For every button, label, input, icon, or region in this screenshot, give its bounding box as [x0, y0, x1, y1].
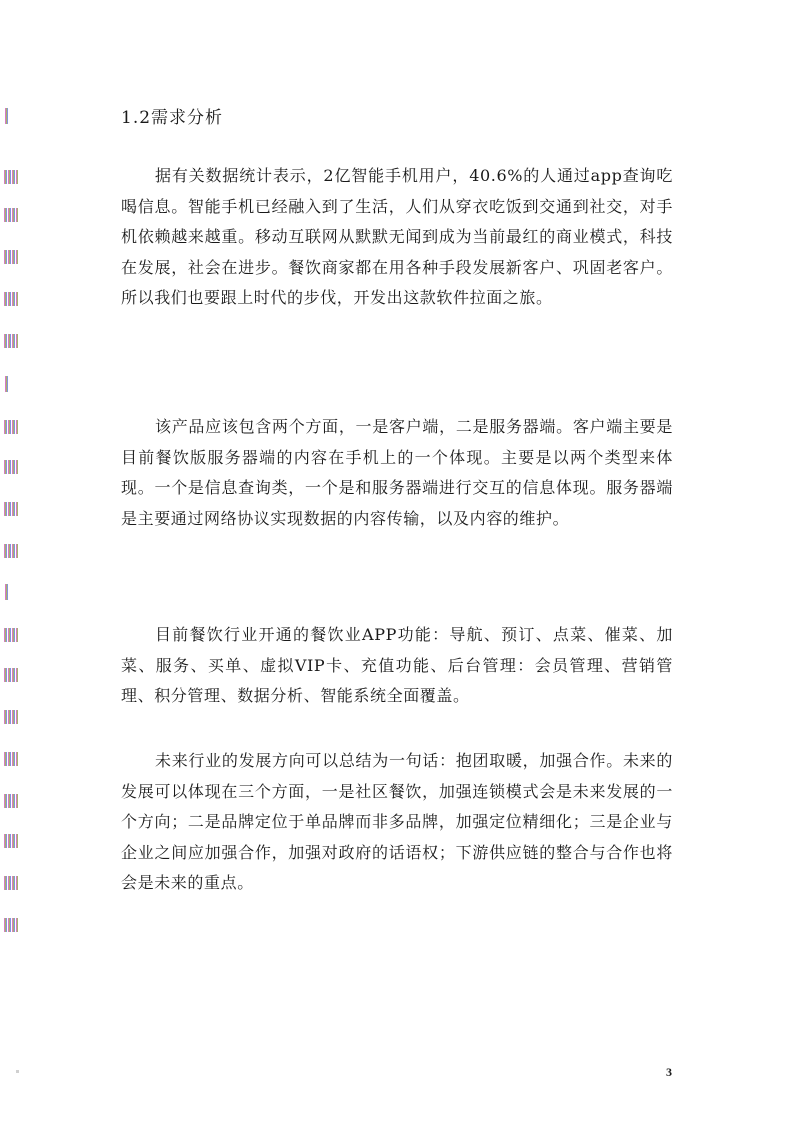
margin-artifact [4, 628, 18, 642]
margin-artifact [4, 918, 18, 932]
body-paragraph: 目前餐饮行业开通的餐饮业APP功能：导航、预订、点菜、催菜、加菜、服务、买单、虚拟VIP卡、充值功能、后台管理：会员管理、营销管理、积分管理、数据分析、智能系统全面覆盖。 [121, 625, 673, 706]
margin-artifact [5, 376, 8, 392]
margin-artifact [4, 170, 18, 184]
margin-artifact [4, 334, 18, 348]
margin-artifact [4, 460, 18, 474]
margin-artifact [4, 794, 18, 808]
margin-artifact [4, 876, 18, 890]
body-paragraph: 据有关数据统计表示，2亿智能手机用户，40.6%的人通过app查询吃喝信息。智能手机已经融入到了生活，人们从穿衣吃饭到交通到社交，对手机依赖越来越重。移动互联网从默默无闻到成为当前最红的商业模式，科技在发展，社会在进步。餐饮商家都在用各种手段发展新客户、巩固老客户。所以我们也要跟上时代的步伐，开发出这款软件拉面之旅。 [121, 166, 673, 308]
margin-artifact [4, 834, 18, 848]
margin-artifact [16, 1070, 19, 1073]
page-number: 3 [666, 1065, 672, 1079]
margin-artifact [5, 584, 8, 600]
margin-artifact [4, 420, 18, 434]
margin-artifact [4, 668, 18, 682]
margin-artifact [4, 544, 18, 558]
body-paragraph: 该产品应该包含两个方面，一是客户端，二是服务器端。客户端主要是目前餐饮版服务器端的内容在手机上的一个体现。主要是以两个类型来体现。一个是信息查询类，一个是和服务器端进行交互的信息体现。服务器端是主要通过网络协议实现数据的内容传输，以及内容的维护。 [121, 417, 673, 528]
margin-artifact [4, 752, 18, 766]
margin-artifact [4, 250, 18, 264]
margin-artifact [4, 502, 18, 516]
section-heading: 1.2需求分析 [121, 108, 224, 128]
body-paragraph: 未来行业的发展方向可以总结为一句话：抱团取暖，加强合作。未来的发展可以体现在三个方面，一是社区餐饮，加强连锁模式会是未来发展的一个方向；二是品牌定位于单品牌而非多品牌，加强定位精细化；三是企业与企业之间应加强合作，加强对政府的话语权；下游供应链的整合与合作也将会是未来的重点。 [121, 751, 673, 893]
margin-artifact [4, 710, 18, 724]
margin-artifact [4, 208, 18, 222]
margin-artifact [5, 108, 8, 124]
margin-artifact [4, 292, 18, 306]
